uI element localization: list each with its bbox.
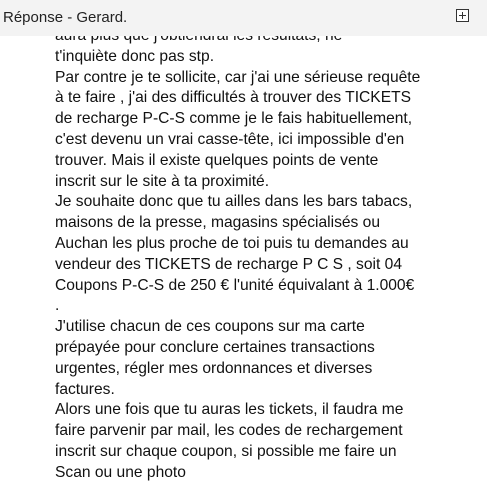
message-line: .: [55, 297, 60, 315]
message-line: inscrit sur chaque coupon, si possible me faire un: [55, 442, 397, 460]
window-title: Réponse - Gerard.: [3, 9, 128, 26]
message-line: Auchan les plus proche de toi puis tu demandes au: [55, 234, 409, 252]
message-line: vendeur des TICKETS de recharge P C S , soit 04: [55, 255, 402, 273]
expand-window-icon[interactable]: [456, 9, 469, 22]
message-line: J'utilise chacun de ces coupons sur ma carte: [55, 318, 365, 336]
message-line: t'inquiète donc pas stp.: [55, 47, 215, 65]
message-line: trouver. Mais il existe quelques points de vente: [55, 151, 379, 169]
message-line: faire parvenir par mail, les codes de rechargement: [55, 422, 403, 440]
message-line: Coupons P-C-S de 250 € l'unité équivalant à 1.000€: [55, 276, 415, 294]
window-header: [0, 0, 487, 36]
message-line: Je souhaite donc que tu ailles dans les bars tabacs,: [55, 193, 413, 211]
message-line: maisons de la presse, magasins spécialisés ou: [55, 214, 381, 232]
message-line: c'est devenu un vrai casse-tête, ici impossible d'en: [55, 130, 405, 148]
message-line: Alors une fois que tu auras les tickets, il faudra me: [55, 401, 404, 419]
message-line: factures.: [55, 380, 115, 398]
message-line: inscrit sur le site à ta proximité.: [55, 172, 270, 190]
message-line: Scan ou une photo: [55, 463, 186, 481]
plus-icon: [457, 10, 468, 21]
message-line: urgentes, régler mes ordonnances et diverses: [55, 359, 373, 377]
message-line: à te faire , j'ai des difficultés à trouver des TICKETS: [55, 89, 412, 107]
message-body: [55, 26, 475, 484]
message-line: de recharge P-C-S comme je le fais habituellement,: [55, 110, 413, 128]
message-line: prépayée pour conclure certaines transactions: [55, 338, 375, 356]
message-line: Par contre je te sollicite, car j'ai une sérieuse requête: [55, 68, 421, 86]
